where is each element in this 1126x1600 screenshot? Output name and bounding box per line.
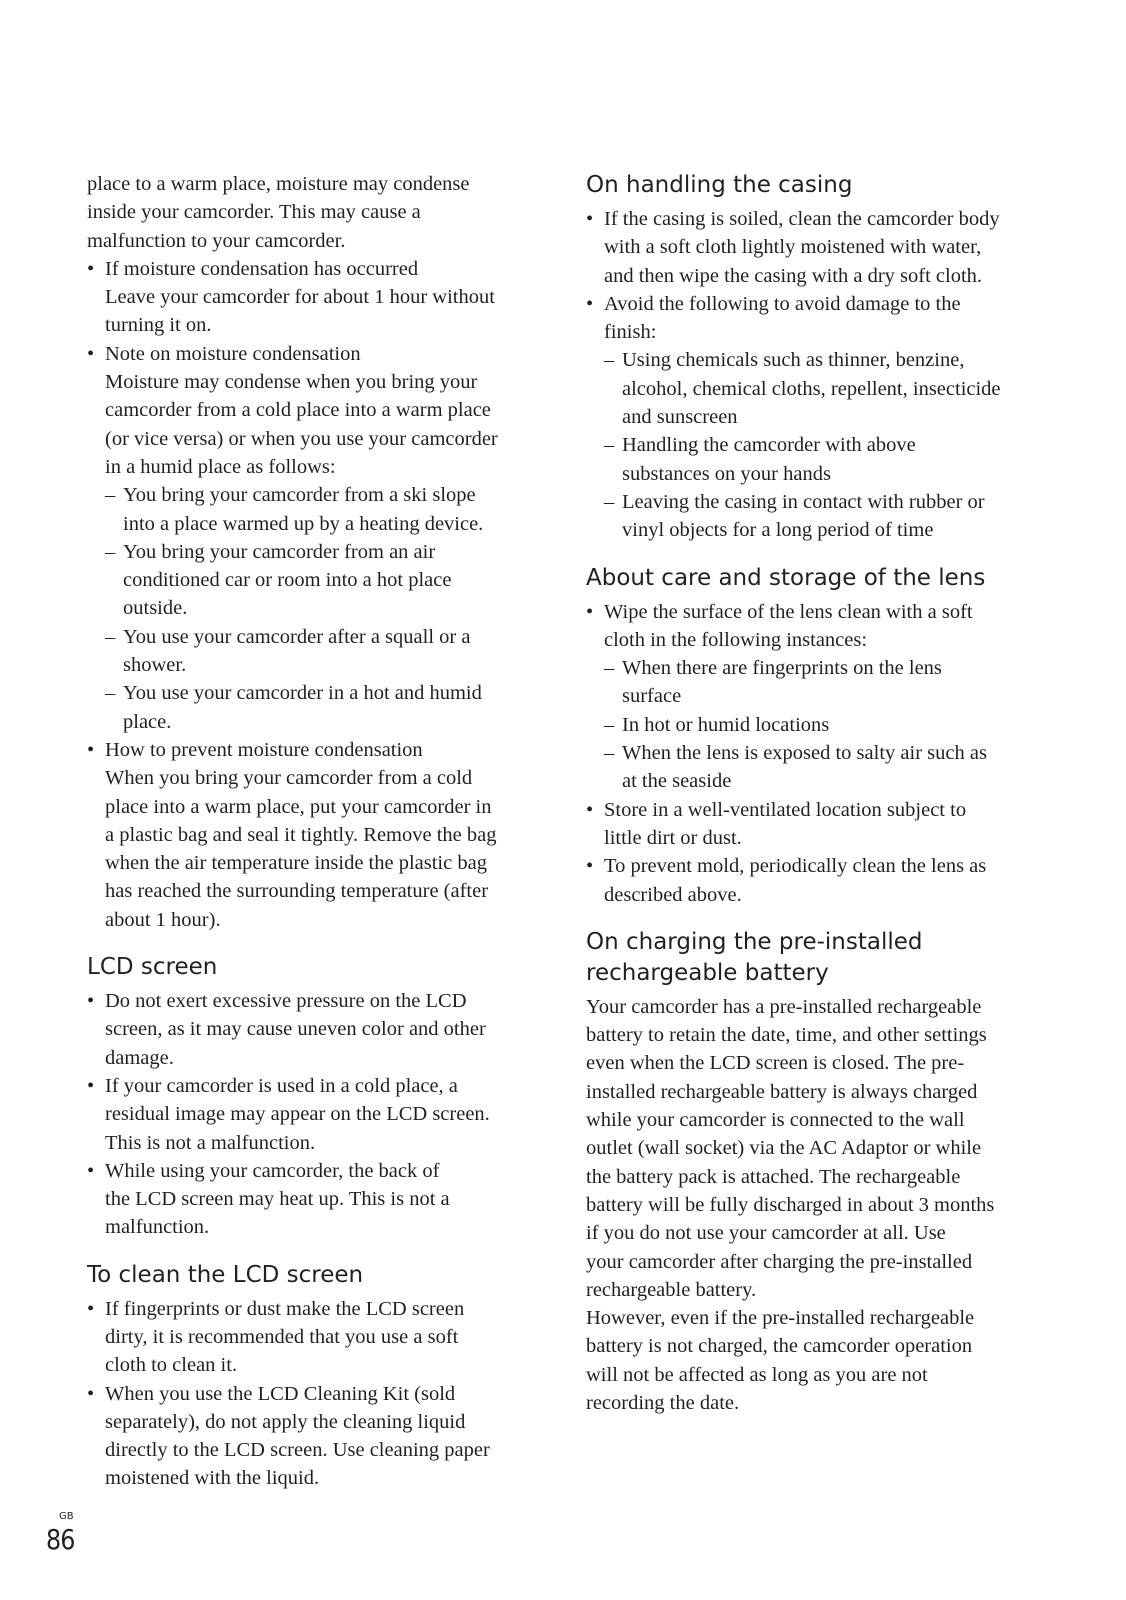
text-line: your camcorder after charging the pre-installed — [586, 1250, 973, 1273]
bullet-item — [586, 205, 1024, 290]
intro-paragraph — [87, 170, 525, 255]
bullet-item — [87, 255, 525, 340]
text-line: You bring your camcorder from an air — [123, 540, 436, 563]
text-line: with a soft cloth lightly moistened with water, — [604, 236, 982, 259]
text-line: Do not exert excessive pressure on the LCD — [105, 990, 467, 1013]
text-line: Store in a well-ventilated location subject to — [604, 798, 967, 821]
bullet-item — [87, 340, 525, 481]
dash-item — [87, 679, 525, 736]
text-line: Leaving the casing in contact with rubber or — [622, 490, 985, 513]
region-code: GB — [59, 1511, 74, 1522]
text-line: substances on your hands — [622, 462, 831, 485]
text-line: If your camcorder is used in a cold place, a — [105, 1074, 458, 1097]
bullet-item — [87, 1295, 525, 1380]
bullet-item — [87, 1072, 525, 1157]
text-line: malfunction. — [105, 1216, 210, 1239]
text-line: alcohol, chemical cloths, repellent, insecticide — [622, 377, 1001, 400]
text-line: and then wipe the casing with a dry soft cloth. — [604, 264, 983, 287]
text-line: separately), do not apply the cleaning liquid — [105, 1410, 466, 1433]
left-column — [87, 170, 525, 1493]
text-line: vinyl objects for a long period of time — [622, 519, 934, 542]
text-line: when the air temperature inside the plastic bag — [105, 852, 487, 875]
battery-paragraph — [586, 993, 1024, 1417]
text-line: To prevent mold, periodically clean the lens as — [604, 855, 987, 878]
bullet-mark: • — [87, 1297, 95, 1320]
dash-mark: – — [604, 742, 615, 765]
text-line: dirty, it is recommended that you use a soft — [105, 1325, 459, 1348]
dash-mark: – — [604, 434, 615, 457]
dash-mark: – — [105, 484, 116, 507]
text-line: While using your camcorder, the back of — [105, 1159, 440, 1182]
bullet-title: How to prevent moisture condensation — [105, 738, 423, 761]
text-line: Wipe the surface of the lens clean with a soft — [604, 600, 973, 623]
dash-item — [87, 538, 525, 623]
text-line: conditioned car or room into a hot place — [123, 569, 452, 592]
section-heading-lcd-screen: LCD screen — [87, 954, 218, 981]
bullet-mark: • — [87, 990, 95, 1013]
text-line: You use your camcorder after a squall or a — [123, 625, 471, 648]
bullet-item — [586, 598, 1024, 655]
text-line: Handling the camcorder with above — [622, 434, 916, 457]
text-line: will not be affected as long as you are not — [586, 1363, 928, 1386]
page-number: 86 — [46, 1523, 75, 1556]
dash-item — [87, 623, 525, 680]
dash-item — [586, 711, 1024, 739]
heading-line: rechargeable battery — [586, 959, 829, 986]
text-line: directly to the LCD screen. Use cleaning paper — [105, 1439, 490, 1462]
text-line: while your camcorder is connected to the wall — [586, 1109, 965, 1132]
bullet-mark: • — [87, 342, 95, 365]
text-line: place into a warm place, put your camcorder in — [105, 795, 492, 818]
text-line: the battery pack is attached. The rechargeable — [586, 1165, 961, 1188]
dash-item — [586, 346, 1024, 431]
dash-item — [586, 488, 1024, 545]
text-line: a plastic bag and seal it tightly. Remove the bag — [105, 823, 497, 846]
text-line: screen, as it may cause uneven color and other — [105, 1018, 486, 1041]
text-line: turning it on. — [105, 314, 212, 337]
dash-mark: – — [604, 349, 615, 372]
right-column — [586, 170, 1024, 1417]
bullet-mark: • — [586, 600, 594, 623]
text-line: even when the LCD screen is closed. The pre- — [586, 1052, 965, 1075]
bullet-item — [87, 736, 525, 934]
text-line: has reached the surrounding temperature (after — [105, 880, 489, 903]
bullet-item — [586, 852, 1024, 909]
dash-mark: – — [105, 540, 116, 563]
text-line: Using chemicals such as thinner, benzine, — [622, 349, 965, 372]
bullet-item — [87, 1380, 525, 1493]
dash-mark: – — [604, 490, 615, 513]
dash-mark: – — [105, 625, 116, 648]
text-line: in a humid place as follows: — [105, 455, 336, 478]
heading-line: On charging the pre-installed — [586, 928, 923, 955]
section-heading-lens: About care and storage of the lens — [586, 564, 986, 591]
text-line: place. — [123, 710, 172, 733]
text-line: In hot or humid locations — [622, 713, 830, 736]
text-line: When there are fingerprints on the lens — [622, 657, 942, 680]
text-line: moistened with the liquid. — [105, 1467, 320, 1490]
text-line: This is not a malfunction. — [105, 1131, 316, 1154]
text-line: However, even if the pre-installed rechargeable — [586, 1307, 975, 1330]
text-line: and sunscreen — [622, 406, 738, 429]
text-line: When the lens is exposed to salty air such as — [622, 742, 987, 765]
section-heading-battery — [586, 927, 1024, 989]
dash-item — [586, 654, 1024, 711]
bullet-title: If moisture condensation has occurred — [105, 257, 419, 280]
bullet-item — [586, 290, 1024, 347]
text-line: if you do not use your camcorder at all. Use — [586, 1222, 946, 1245]
text-line: described above. — [604, 883, 742, 906]
text-line: You use your camcorder in a hot and humid — [123, 682, 482, 705]
bullet-mark: • — [87, 257, 95, 280]
text-line: little dirt or dust. — [604, 826, 742, 849]
bullet-item — [87, 987, 525, 1072]
text-line: place to a warm place, moisture may condense — [87, 173, 470, 195]
bullet-title: Note on moisture condensation — [105, 342, 361, 365]
text-line: Leave your camcorder for about 1 hour without — [105, 286, 495, 309]
dash-item — [586, 431, 1024, 488]
dash-mark: – — [604, 657, 615, 680]
text-line: battery to retain the date, time, and other settings — [586, 1024, 987, 1047]
bullet-mark: • — [87, 1074, 95, 1097]
bullet-mark: • — [87, 1382, 95, 1405]
text-line: into a place warmed up by a heating device. — [123, 512, 484, 535]
bullet-mark: • — [586, 855, 594, 878]
text-line: When you bring your camcorder from a cold — [105, 767, 473, 790]
bullet-mark: • — [586, 798, 594, 821]
dash-mark: – — [604, 713, 615, 736]
text-line: camcorder from a cold place into a warm place — [105, 399, 491, 422]
text-line: outlet (wall socket) via the AC Adaptor or while — [586, 1137, 982, 1160]
dash-mark: – — [105, 682, 116, 705]
bullet-item — [87, 1157, 525, 1242]
text-line: outside. — [123, 597, 188, 620]
text-line: damage. — [105, 1046, 174, 1069]
bullet-mark: • — [586, 292, 594, 315]
text-line: finish: — [604, 321, 657, 344]
bullet-mark: • — [87, 738, 95, 761]
text-line: malfunction to your camcorder. — [87, 229, 346, 252]
text-line: battery is not charged, the camcorder operation — [586, 1335, 973, 1358]
section-heading-casing: On handling the casing — [586, 172, 853, 198]
bullet-mark: • — [87, 1159, 95, 1182]
bullet-item — [586, 796, 1024, 853]
text-line: Avoid the following to avoid damage to the — [604, 292, 961, 315]
text-line: Your camcorder has a pre-installed rechargeable — [586, 995, 982, 1018]
bullet-mark: • — [586, 208, 594, 230]
text-line: recording the date. — [586, 1391, 740, 1414]
text-line: (or vice versa) or when you use your camcorder — [105, 427, 498, 450]
text-line: the LCD screen may heat up. This is not a — [105, 1188, 450, 1211]
text-line: cloth to clean it. — [105, 1354, 238, 1377]
text-line: When you use the LCD Cleaning Kit (sold — [105, 1382, 456, 1405]
text-line: shower. — [123, 654, 187, 677]
text-line: at the seaside — [622, 770, 732, 793]
text-line: battery will be fully discharged in about 3 months — [586, 1193, 995, 1216]
text-line: rechargeable battery. — [586, 1278, 757, 1301]
text-line: If fingerprints or dust make the LCD screen — [105, 1297, 465, 1320]
text-line: If the casing is soiled, clean the camcorder body — [604, 208, 1000, 230]
dash-item — [87, 481, 525, 538]
text-line: installed rechargeable battery is always charged — [586, 1080, 978, 1103]
dash-item — [586, 739, 1024, 796]
text-line: inside your camcorder. This may cause a — [87, 201, 421, 224]
section-heading-clean-lcd: To clean the LCD screen — [87, 1261, 364, 1288]
text-line: residual image may appear on the LCD screen. — [105, 1103, 490, 1126]
text-line: You bring your camcorder from a ski slope — [123, 484, 476, 507]
text-line: about 1 hour). — [105, 908, 221, 931]
text-line: surface — [622, 685, 682, 708]
text-line: Moisture may condense when you bring your — [105, 371, 478, 394]
text-line: cloth in the following instances: — [604, 628, 868, 651]
